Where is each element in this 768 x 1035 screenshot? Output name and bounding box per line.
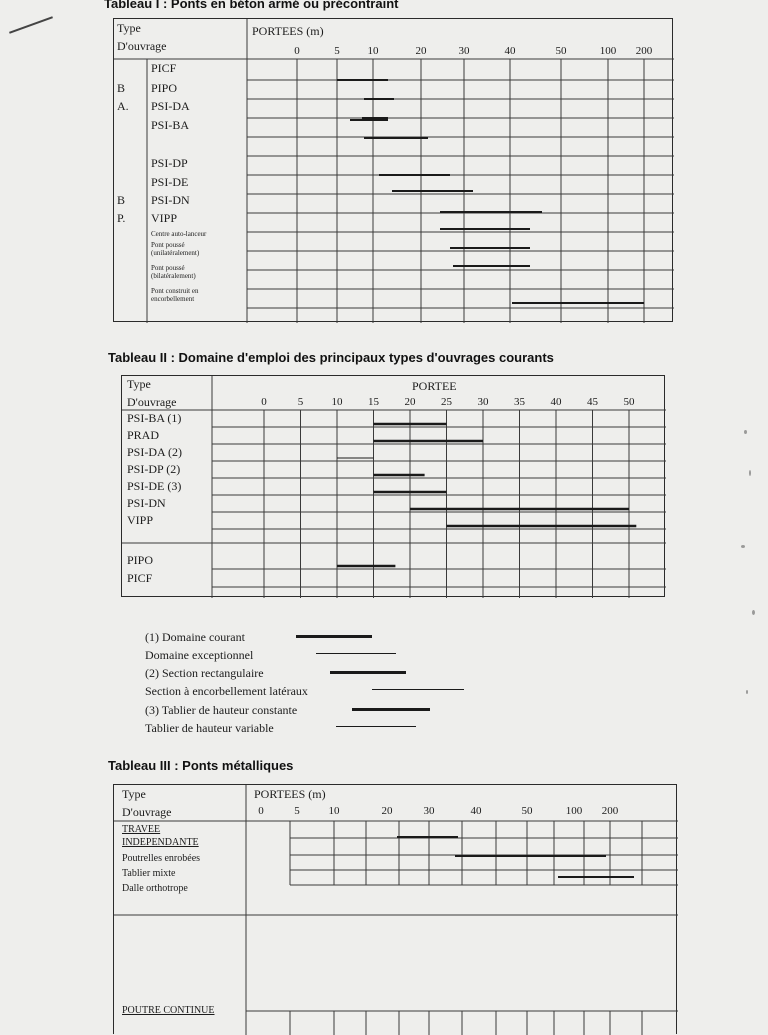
table3-tick: 100: [565, 805, 583, 817]
table3-grid: [114, 785, 678, 1035]
legend-line-sample: [352, 708, 430, 711]
scan-speck: [746, 690, 748, 694]
table2-tick: 40: [550, 396, 562, 408]
table3-type-header-line2: D'ouvrage: [122, 805, 172, 819]
table3-row-label: Dalle orthotrope: [122, 883, 188, 894]
table1-row-label: Pont poussé (unilatéralement): [151, 241, 200, 257]
table1-type-header-line1: Type: [117, 21, 141, 35]
table1-caption: Tableau I : Ponts en béton armé ou précontraint: [104, 0, 399, 11]
table2-tick: 20: [404, 396, 416, 408]
table3-section1-heading-line2: INDEPENDANTE: [122, 837, 199, 848]
table1-grid: [114, 19, 674, 323]
table2-row-label: PRAD: [127, 428, 160, 442]
legend-label: Tablier de hauteur variable: [145, 721, 274, 735]
table2-row-label: VIPP: [127, 513, 154, 527]
table2-row-label: PIPO: [127, 553, 154, 567]
table1-type-header-line2: D'ouvrage: [117, 39, 167, 53]
table1-tick: 100: [599, 45, 617, 57]
table1-tick: 0: [294, 45, 300, 57]
table3-row-label: Tablier mixte: [122, 868, 176, 879]
table2-tick: 35: [514, 396, 525, 408]
table1-row-label: VIPP: [151, 211, 178, 225]
legend-line-sample: [296, 635, 372, 638]
scan-speck: [752, 610, 755, 615]
legend-item: [145, 664, 264, 680]
table3-tick: 10: [328, 805, 340, 817]
table2-tick: 30: [477, 396, 489, 408]
legend-item: [145, 646, 253, 662]
legend-label: Section à encorbellement latéraux: [145, 684, 308, 698]
scan-speck: [741, 545, 745, 548]
legend-label: (1) Domaine courant: [145, 630, 245, 644]
table1-tick: 200: [635, 45, 653, 57]
legend-line-sample: [336, 726, 416, 727]
table2-grid: [122, 376, 666, 598]
table1-row-label: Centre auto-lanceur: [151, 230, 207, 238]
table2-tick: 50: [623, 396, 635, 408]
table2-tick: 25: [441, 396, 452, 408]
table3-tick: 5: [294, 805, 300, 817]
legend-line-sample: [316, 653, 396, 654]
table1-span-header: PORTEES (m): [252, 24, 324, 38]
table2-row-label: PSI-DN: [127, 496, 166, 510]
pen-mark: [9, 16, 53, 34]
legend-line-sample: [372, 689, 464, 690]
table2-tick: 15: [368, 396, 379, 408]
table3-frame: [113, 784, 677, 1034]
scan-speck: [744, 430, 747, 434]
legend-item: [145, 701, 297, 717]
table3-tick: 30: [423, 805, 435, 817]
table3-tick: 0: [258, 805, 264, 817]
table1-row-label: Pont poussé (bilatéralement): [151, 264, 196, 280]
table1-tick: 30: [458, 45, 470, 57]
table1-row-label: PSI-BA: [151, 118, 190, 132]
table2-frame: [121, 375, 665, 597]
table2-tick: 45: [587, 396, 598, 408]
table1-tick: 40: [504, 45, 516, 57]
table1-group-bp-line1: B: [117, 193, 126, 207]
table3-row-label: Poutrelles enrobées: [122, 853, 201, 864]
table3-lower-gridlines: [290, 1011, 642, 1035]
table1-group-bp-line2: P.: [117, 211, 126, 225]
table2-row-label: PSI-DP (2): [127, 462, 181, 476]
table1-row-label: PSI-DE: [151, 175, 189, 189]
table2-tick: 0: [261, 396, 267, 408]
table2-span-header: PORTEE: [412, 379, 457, 393]
table3-tick: 200: [601, 805, 619, 817]
table3-tick: 40: [470, 805, 482, 817]
table2-type-header-line1: Type: [127, 377, 151, 391]
table3-section2-heading: POUTRE CONTINUE: [122, 1005, 215, 1016]
table2-row-label: PICF: [127, 571, 153, 585]
scan-speck: [749, 470, 751, 476]
table3-span-header: PORTEES (m): [254, 787, 326, 801]
table1-row-label: PSI-DP: [151, 156, 188, 170]
table1-tick: 20: [415, 45, 427, 57]
legend-label: Domaine exceptionnel: [145, 648, 254, 662]
legend-line-sample: [330, 671, 406, 674]
legend-item: [145, 719, 274, 735]
table1-group-ba-line2: A.: [117, 99, 129, 113]
table3-type-header-line1: Type: [122, 787, 146, 801]
table1-tick: 50: [555, 45, 567, 57]
table2-tick: 5: [297, 396, 304, 408]
table1-tick: 5: [334, 45, 340, 57]
table1-horizontal-gridlines: [247, 80, 674, 308]
table3-vertical-gridlines: [334, 821, 642, 885]
table1-group-ba-line1: B: [117, 81, 126, 95]
table1-tick: 10: [367, 45, 379, 57]
table2-row-label: PSI-DA (2): [127, 445, 183, 459]
table1-row-label: PIPO: [151, 81, 178, 95]
table2-caption: Tableau II : Domaine d'emploi des principaux types d'ouvrages courants: [108, 350, 554, 365]
table3-section1-heading-line1: TRAVEE: [122, 824, 161, 835]
table1-row-label: PICF: [151, 61, 177, 75]
table1-row-label: PSI-DA: [151, 99, 190, 113]
table2-tick: 10: [331, 396, 343, 408]
table2-type-header-line2: D'ouvrage: [127, 395, 177, 409]
table3-tick: 50: [521, 805, 533, 817]
legend-item: [145, 628, 245, 644]
table1-frame: [113, 18, 673, 322]
table2-row-label: PSI-BA (1): [127, 411, 182, 425]
table3-tick: 20: [381, 805, 393, 817]
table1-row-label: Pont construit en encorbellement: [151, 287, 199, 303]
table2-row-label: PSI-DE (3): [127, 479, 182, 493]
table3-caption: Tableau III : Ponts métalliques: [108, 758, 294, 773]
legend-item: [145, 682, 308, 698]
legend-label: (3) Tablier de hauteur constante: [145, 703, 298, 717]
legend-label: (2) Section rectangulaire: [145, 666, 264, 680]
table1-row-label: PSI-DN: [151, 193, 190, 207]
